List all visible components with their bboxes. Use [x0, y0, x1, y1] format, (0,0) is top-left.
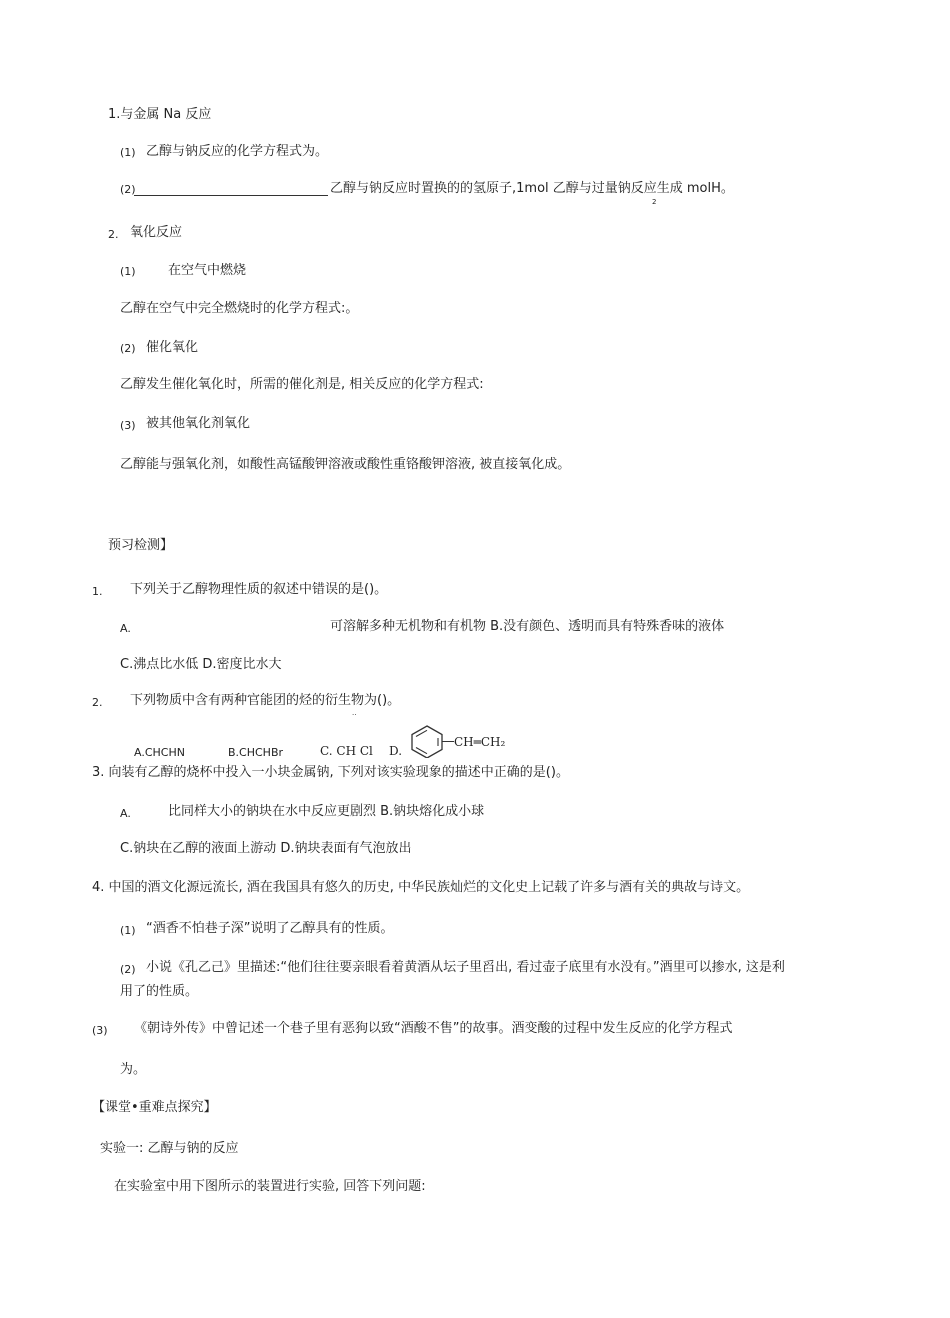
dots-mark: ··	[352, 711, 357, 719]
item-number: (1)	[120, 265, 136, 278]
fill-blank	[134, 195, 328, 196]
classroom-heading: 【课堂•重难点探究】	[92, 1100, 217, 1115]
item-number: (2)	[120, 183, 136, 196]
option-a: A.CHCHN	[134, 746, 185, 759]
paragraph: 在实验室中用下图所示的装置进行实验, 回答下列问题:	[114, 1179, 426, 1194]
subheading: 在空气中燃烧	[168, 263, 247, 278]
paragraph: 乙醇发生催化氧化时，所需的催化剂是, 相关反应的化学方程式:	[120, 377, 484, 392]
paragraph: 乙醇在空气中完全燃烧时的化学方程式:。	[120, 301, 359, 316]
question-text: 3. 向装有乙醇的烧杯中投入一小块金属钠, 下列对该实验现象的描述中正确的是()。	[92, 765, 569, 780]
sub-question-text: 小说《孔乙己》里描述:“他们往往要亲眼看着黄酒从坛子里舀出, 看过壶子底里有水没有。”酒里可以掺水, 这是利	[146, 960, 785, 975]
item-number: (3)	[92, 1024, 108, 1037]
option-b: B.CHCHBr	[228, 746, 284, 759]
option-text: C.钠块在乙醇的液面上游动 D.钠块表面有气泡放出	[120, 841, 412, 856]
sub-question-text: “酒香不怕巷子深”说明了乙醇具有的性质。	[146, 921, 394, 936]
option-label: A.	[120, 807, 131, 820]
preview-heading: 预习检测】	[108, 538, 174, 553]
question-text: 下列关于乙醇物理性质的叙述中错误的是()。	[130, 582, 388, 597]
question-text: 4. 中国的酒文化源远流长, 酒在我国具有悠久的历史, 中华民族灿烂的文化史上记载了许多与酒有关的典故与诗文。	[92, 880, 750, 895]
option-c: C. CH Cl	[320, 744, 373, 758]
item-text: 乙醇与钠反应的化学方程式为。	[146, 144, 329, 159]
section-number: 2.	[108, 228, 119, 241]
option-text: 可溶解多种无机物和有机物 B.没有颜色、透明而具有特殊香味的液体	[330, 619, 725, 634]
sub-question-text: 《朝诗外传》中曾记述一个巷子里有恶狗以致“酒酸不售”的故事。酒变酸的过程中发生反应的化学方程式	[134, 1021, 733, 1036]
paragraph: 乙醇能与强氧化剂，如酸性高锰酸钾溶液或酸性重铬酸钾溶液, 被直接氧化成。	[120, 457, 571, 472]
item-text: 乙醇与钠反应时置换的的氢原子,1mol 乙醇与过量钠反应生成 molH。	[330, 181, 734, 196]
sub-question-text: 用了的性质。	[120, 984, 199, 999]
option-label: A.	[120, 622, 131, 635]
experiment-title: 实验一: 乙醇与钠的反应	[100, 1141, 239, 1156]
section-2-heading: 氧化反应	[130, 225, 183, 240]
benzene-ring-icon	[408, 724, 446, 758]
vinyl-group-label: CH═CH₂	[454, 735, 506, 749]
option-d: D.	[389, 744, 403, 758]
item-number: (2)	[120, 963, 136, 976]
item-number: (1)	[120, 146, 136, 159]
subheading: 催化氧化	[146, 340, 199, 355]
bond-line	[442, 741, 454, 742]
option-text: C.沸点比水低 D.密度比水大	[120, 657, 282, 672]
item-number: (1)	[120, 924, 136, 937]
subheading: 被其他氧化剂氧化	[146, 416, 251, 431]
subscript: 2	[652, 198, 657, 206]
question-text: 下列物质中含有两种官能团的烃的衍生物为()。	[130, 693, 401, 708]
question-number: 2.	[92, 696, 103, 709]
option-text: 比同样大小的钠块在水中反应更剧烈 B.钠块熔化成小球	[168, 804, 485, 819]
item-number: (3)	[120, 419, 136, 432]
question-number: 1.	[92, 585, 103, 598]
item-number: (2)	[120, 342, 136, 355]
section-1-heading: 1.与金属 Na 反应	[108, 107, 212, 122]
sub-question-text: 为。	[120, 1062, 147, 1077]
